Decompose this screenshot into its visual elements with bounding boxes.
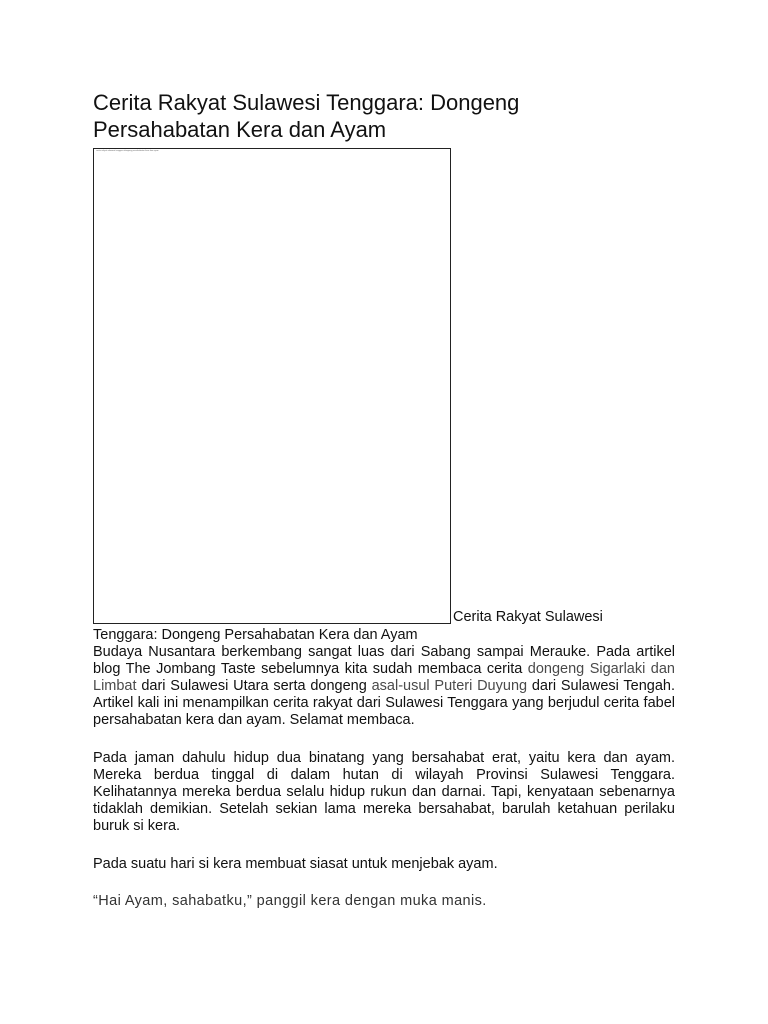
story-image-frame [93, 148, 451, 624]
link-sigarlaki-limbat[interactable]: dongeng Sigarlaki dan Limbat [93, 661, 675, 694]
intro-text-b: dari Sulawesi Utara serta dongeng [136, 678, 372, 694]
story-paragraph-3: “Hai Ayam, sahabatku,” panggil kera dengan muka manis. [93, 893, 487, 909]
intro-text-c: dari Sulawesi Tengah. Artikel kali ini menampilkan cerita rakyat dari Sulawesi Tenggara yang berjudul cerita fabel persahabatan kera dan ayam. Selamat membaca. [93, 678, 675, 728]
intro-text-a: Budaya Nusantara berkembang sangat luas dari Sabang sampai Merauke. Pada artikel blog The Jombang Taste sebelumnya kita sudah membaca cerita [93, 644, 675, 677]
image-caption-part2: Tenggara: Dongeng Persahabatan Kera dan Ayam [93, 627, 418, 643]
image-tiny-text: cerita rakyat sulawesi tenggara dongeng persahabatan kera dan ayam [96, 150, 159, 152]
image-caption-part1: Cerita Rakyat Sulawesi [453, 609, 603, 625]
link-puteri-duyung[interactable]: asal-usul Puteri Duyung [371, 678, 528, 694]
story-paragraph-2: Pada suatu hari si kera membuat siasat untuk menjebak ayam. [93, 856, 498, 872]
document-title: Cerita Rakyat Sulawesi Tenggara: Dongeng Persahabatan Kera dan Ayam [93, 90, 520, 142]
story-paragraph-1: Pada jaman dahulu hidup dua binatang yang bersahabat erat, yaitu kera dan ayam. Mereka berdua tinggal di dalam hutan di wilayah Provinsi Sulawesi Tenggara. Kelihatannya mereka berdua selalu hidup rukun dan darnai. Tapi, kenyataan sebenarnya tidaklah demikian. Setelah sekian lama mereka bersahabat, barulah ketahuan perilaku buruk si kera. [93, 750, 675, 834]
intro-paragraph [93, 644, 675, 729]
